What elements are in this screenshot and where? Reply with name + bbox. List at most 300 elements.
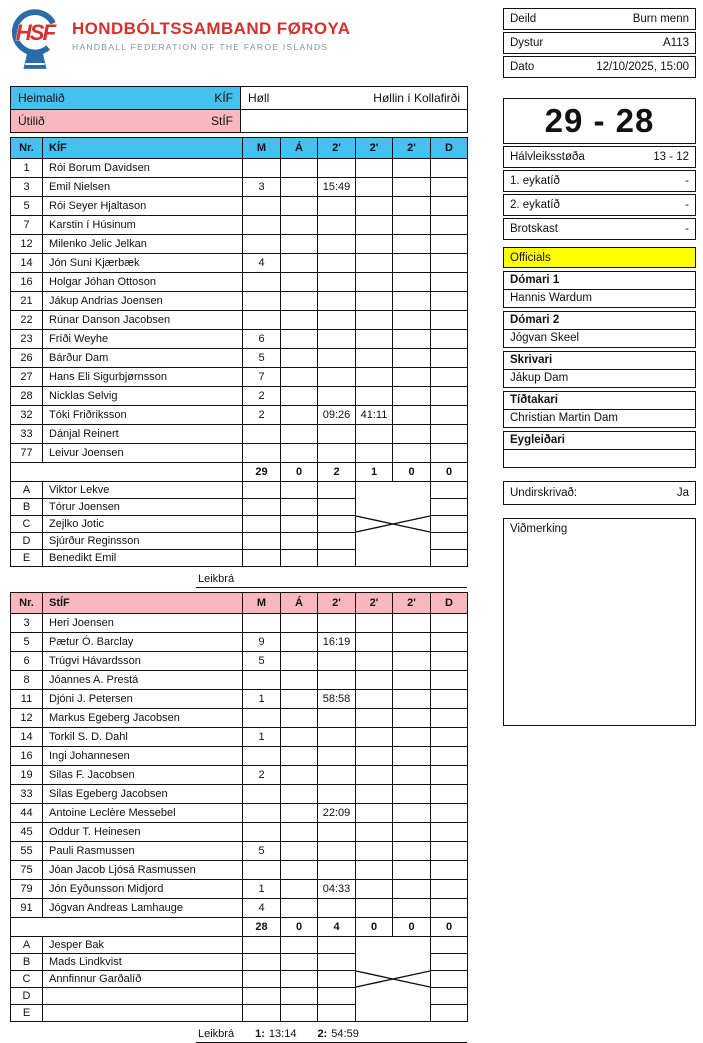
dato-row [503,56,696,78]
remarks-label: Viðmerking [510,523,568,535]
player-susp3 [393,349,431,368]
official-referee1 [503,271,696,308]
player-warning [281,425,318,444]
player-name: Jóannes A. Prestá [43,671,243,690]
bench-name: Benedikt Emil [43,550,243,567]
deild-value: Burn menn [632,13,689,25]
player-susp3 [393,368,431,387]
player-susp1 [318,254,356,273]
signed-label: Undirskrivað: [510,487,578,499]
player-row [11,709,468,728]
player-warning [281,899,318,918]
player-susp1: 09:26 [318,406,356,425]
player-susp1 [318,273,356,292]
total-susp3: 0 [393,918,431,937]
player-disq [431,747,468,766]
bench-letter: C [11,971,43,988]
bench-name: Zejlko Jotic [43,516,243,533]
total-disq: 0 [431,918,468,937]
dystur-label: Dystur [510,37,544,49]
away-team-cell [11,110,241,133]
player-disq [431,197,468,216]
player-name: Karstin í Húsinum [43,216,243,235]
player-row [11,273,468,292]
player-susp3 [393,899,431,918]
player-name: Djóni J. Petersen [43,690,243,709]
player-row [11,823,468,842]
player-warning [281,349,318,368]
player-number: 32 [11,406,43,425]
player-disq [431,709,468,728]
player-goals [243,444,281,463]
player-row [11,406,468,425]
player-susp1 [318,671,356,690]
player-name: Rói Borum Davidsen [43,159,243,178]
player-number: 23 [11,330,43,349]
player-susp3 [393,880,431,899]
col-warning: Á [281,593,318,614]
player-name: Jógvan Andreas Lamhauge [43,899,243,918]
player-susp2 [356,671,393,690]
player-disq [431,216,468,235]
player-disq [431,728,468,747]
player-name: Jón Eyðunsson Midjord [43,880,243,899]
player-susp1 [318,197,356,216]
player-susp3 [393,823,431,842]
player-susp3 [393,861,431,880]
player-goals: 5 [243,842,281,861]
player-warning [281,728,318,747]
player-goals [243,785,281,804]
player-susp3 [393,785,431,804]
leikbra-first-label: 1: [255,1028,265,1040]
player-goals: 4 [243,899,281,918]
player-warning [281,368,318,387]
player-row [11,197,468,216]
player-row [11,425,468,444]
bench-letter: A [11,937,43,954]
player-number: 28 [11,387,43,406]
official-label: Tíðtakari [504,392,695,410]
col-nr: Nr. [11,593,43,614]
hall-cell-empty [241,110,468,133]
total-susp2: 0 [356,918,393,937]
player-row [11,690,468,709]
player-goals: 5 [243,349,281,368]
player-susp3 [393,330,431,349]
player-susp3 [393,633,431,652]
player-susp3 [393,728,431,747]
crossed-out-cells [356,482,431,567]
player-number: 91 [11,899,43,918]
player-susp3 [393,197,431,216]
home-team-row [11,87,468,110]
player-goals: 1 [243,880,281,899]
col-disq: D [431,593,468,614]
official-value: Hannis Wardum [510,292,593,304]
crossed-out-cells [356,937,431,1022]
player-susp2 [356,387,393,406]
player-susp2 [356,178,393,197]
overtime2-value: - [685,199,689,211]
player-susp1 [318,766,356,785]
player-susp2 [356,216,393,235]
player-disq [431,330,468,349]
player-goals [243,425,281,444]
player-disq [431,159,468,178]
overtime2-label: 2. eykatíð [510,199,560,211]
player-goals [243,823,281,842]
player-susp2 [356,349,393,368]
score-box [503,98,696,240]
player-number: 6 [11,652,43,671]
col-susp1: 2' [318,138,356,159]
col-warning: Á [281,138,318,159]
player-goals [243,614,281,633]
total-susp3: 0 [393,463,431,482]
deild-row [503,8,696,30]
player-name: Antoine Leclère Messebel [43,804,243,823]
player-warning [281,235,318,254]
away-leikbra-line [196,1025,467,1043]
player-warning [281,197,318,216]
overtime1-label: 1. eykatíð [510,175,560,187]
player-susp2 [356,197,393,216]
halftime-label: Hálvleiksstøða [510,151,585,163]
player-number: 22 [11,311,43,330]
player-susp3 [393,292,431,311]
player-susp1: 04:33 [318,880,356,899]
player-goals: 1 [243,728,281,747]
hsf-logo-icon [10,8,60,72]
total-warning: 0 [281,463,318,482]
player-susp3 [393,254,431,273]
player-disq [431,387,468,406]
player-warning [281,614,318,633]
col-goals: M [243,138,281,159]
player-susp1 [318,425,356,444]
player-name: Jón Suni Kjærbæk [43,254,243,273]
total-goals: 29 [243,463,281,482]
player-name: Trúgvi Hávardsson [43,652,243,671]
bench-name [43,1005,243,1022]
player-name: Pauli Rasmussen [43,842,243,861]
player-susp3 [393,709,431,728]
player-susp1 [318,728,356,747]
player-disq [431,861,468,880]
player-row [11,235,468,254]
player-warning [281,861,318,880]
player-row [11,671,468,690]
player-number: 1 [11,159,43,178]
player-susp3 [393,747,431,766]
leikbra-second-label: 2: [317,1028,328,1040]
player-goals [243,804,281,823]
dato-value: 12/10/2025, 15:00 [596,61,689,73]
bench-letter: B [11,954,43,971]
player-disq [431,690,468,709]
player-susp2 [356,804,393,823]
player-row [11,444,468,463]
officials-title: Officials [503,247,696,268]
player-susp1: 15:49 [318,178,356,197]
player-goals [243,311,281,330]
official-label: Skrivari [504,352,695,370]
signed-box [503,481,696,505]
bench-letter: A [11,482,43,499]
player-susp2 [356,235,393,254]
player-disq [431,823,468,842]
dystur-value: A113 [662,37,689,49]
official-label: Dómari 1 [504,272,695,290]
player-susp3 [393,652,431,671]
player-susp2 [356,709,393,728]
player-row [11,254,468,273]
player-susp2 [356,254,393,273]
player-warning [281,823,318,842]
player-goals [243,197,281,216]
player-name: Markus Egeberg Jacobsen [43,709,243,728]
shootout-row [503,218,696,240]
official-secretary [503,351,696,388]
player-name: Fríði Weyhe [43,330,243,349]
player-susp2 [356,159,393,178]
player-disq [431,633,468,652]
player-number: 3 [11,178,43,197]
player-disq [431,254,468,273]
player-susp3 [393,614,431,633]
official-observer [503,431,696,468]
remarks-box [503,518,696,726]
player-susp3 [393,311,431,330]
player-name: Bárður Dam [43,349,243,368]
col-susp3: 2' [393,593,431,614]
player-susp2 [356,842,393,861]
official-label: Eygleiðari [504,432,695,450]
player-name: Pætur Ó. Barclay [43,633,243,652]
x-mark-icon [356,516,430,532]
player-goals: 1 [243,690,281,709]
player-disq [431,311,468,330]
player-susp2 [356,368,393,387]
player-susp1 [318,709,356,728]
player-goals: 4 [243,254,281,273]
x-mark-icon [356,971,430,987]
shootout-label: Brotskast [510,223,558,235]
player-row [11,652,468,671]
player-name: Rói Seyer Hjaltason [43,197,243,216]
player-warning [281,747,318,766]
team-info-table [10,86,468,133]
official-label: Dómari 2 [504,312,695,330]
player-number: 27 [11,368,43,387]
deild-label: Deild [510,13,537,25]
player-number: 14 [11,728,43,747]
player-susp1 [318,368,356,387]
federation-text [72,8,350,52]
player-row [11,368,468,387]
player-goals [243,159,281,178]
home-roster-table [10,137,468,567]
player-susp1 [318,785,356,804]
player-number: 3 [11,614,43,633]
official-timekeeper [503,391,696,428]
player-warning [281,880,318,899]
player-number: 14 [11,254,43,273]
final-score: 29 - 28 [503,98,696,144]
away-team-name: StÍF [210,114,233,128]
signed-value: Ja [676,487,689,499]
bench-name [43,988,243,1005]
player-row [11,804,468,823]
overtime2-row [503,194,696,216]
player-disq [431,406,468,425]
player-row [11,728,468,747]
official-referee2 [503,311,696,348]
player-warning [281,842,318,861]
player-name: Jákup Andrias Joensen [43,292,243,311]
player-susp2 [356,614,393,633]
player-susp2 [356,425,393,444]
player-row [11,861,468,880]
player-susp2 [356,899,393,918]
player-number: 45 [11,823,43,842]
away-label: Útilið [18,114,45,128]
col-susp1: 2' [318,593,356,614]
player-susp1 [318,216,356,235]
player-number: 75 [11,861,43,880]
leikbra-second-value: 54:59 [331,1028,359,1040]
match-info-box [503,8,696,78]
away-totals-row [11,918,468,937]
official-value: Jógvan Skeel [510,332,580,344]
player-row [11,311,468,330]
player-susp3 [393,804,431,823]
player-susp1 [318,292,356,311]
player-susp2: 41:11 [356,406,393,425]
player-susp2 [356,690,393,709]
player-warning [281,633,318,652]
col-team: KÍF [43,138,243,159]
home-bench-row-a [11,482,468,499]
player-number: 5 [11,197,43,216]
federation-subtitle: HANDBALL FEDERATION OF THE FAROE ISLANDS [72,41,329,52]
player-susp1 [318,747,356,766]
player-number: 26 [11,349,43,368]
overtime1-row [503,170,696,192]
player-disq [431,766,468,785]
player-susp2 [356,785,393,804]
officials-box [503,247,696,468]
player-susp3 [393,216,431,235]
bench-name: Sjúrður Reginsson [43,533,243,550]
player-row [11,766,468,785]
player-number: 44 [11,804,43,823]
player-susp2 [356,728,393,747]
player-number: 16 [11,273,43,292]
player-row [11,785,468,804]
player-goals [243,671,281,690]
player-susp2 [356,633,393,652]
total-goals: 28 [243,918,281,937]
hall-label: Høll [248,91,270,105]
player-warning [281,273,318,292]
home-roster-header [11,138,468,159]
leikbra-label: Leikbrá [198,1028,235,1040]
player-number: 19 [11,766,43,785]
player-name: Leivur Joensen [43,444,243,463]
bench-letter: E [11,1005,43,1022]
player-susp2 [356,330,393,349]
player-susp2 [356,444,393,463]
player-susp3 [393,444,431,463]
bench-name: Mads Lindkvist [43,954,243,971]
player-susp3 [393,671,431,690]
player-disq [431,785,468,804]
player-warning [281,178,318,197]
player-name: Hans Eli Sigurbjørnsson [43,368,243,387]
player-goals: 6 [243,330,281,349]
player-susp3 [393,425,431,444]
player-warning [281,690,318,709]
player-row [11,159,468,178]
player-goals [243,235,281,254]
player-susp3 [393,842,431,861]
right-column [503,8,696,726]
player-name: Jóan Jacob Ljósá Rasmussen [43,861,243,880]
player-susp3 [393,235,431,254]
away-roster-header [11,593,468,614]
player-warning [281,804,318,823]
player-susp1 [318,387,356,406]
player-susp1: 16:19 [318,633,356,652]
away-players [11,614,468,918]
player-susp3 [393,690,431,709]
home-team-cell [11,87,241,110]
player-number: 5 [11,633,43,652]
player-susp2 [356,273,393,292]
player-susp1: 58:58 [318,690,356,709]
player-disq [431,652,468,671]
player-number: 21 [11,292,43,311]
player-disq [431,880,468,899]
player-susp3 [393,273,431,292]
total-warning: 0 [281,918,318,937]
player-goals [243,292,281,311]
col-disq: D [431,138,468,159]
player-susp1 [318,159,356,178]
player-name: Holgar Jóhan Ottoson [43,273,243,292]
player-susp2 [356,880,393,899]
player-susp2 [356,652,393,671]
player-susp1 [318,311,356,330]
player-name: Silas F. Jacobsen [43,766,243,785]
player-warning [281,709,318,728]
player-name: Silas Egeberg Jacobsen [43,785,243,804]
away-roster-table [10,592,468,1022]
bench-letter: E [11,550,43,567]
player-warning [281,652,318,671]
player-number: 33 [11,425,43,444]
player-warning [281,671,318,690]
player-name: Milenko Jelic Jelkan [43,235,243,254]
player-susp1 [318,614,356,633]
player-row [11,899,468,918]
player-susp2 [356,311,393,330]
player-susp2 [356,823,393,842]
svg-text:HSF: HSF [15,20,55,45]
player-row [11,178,468,197]
